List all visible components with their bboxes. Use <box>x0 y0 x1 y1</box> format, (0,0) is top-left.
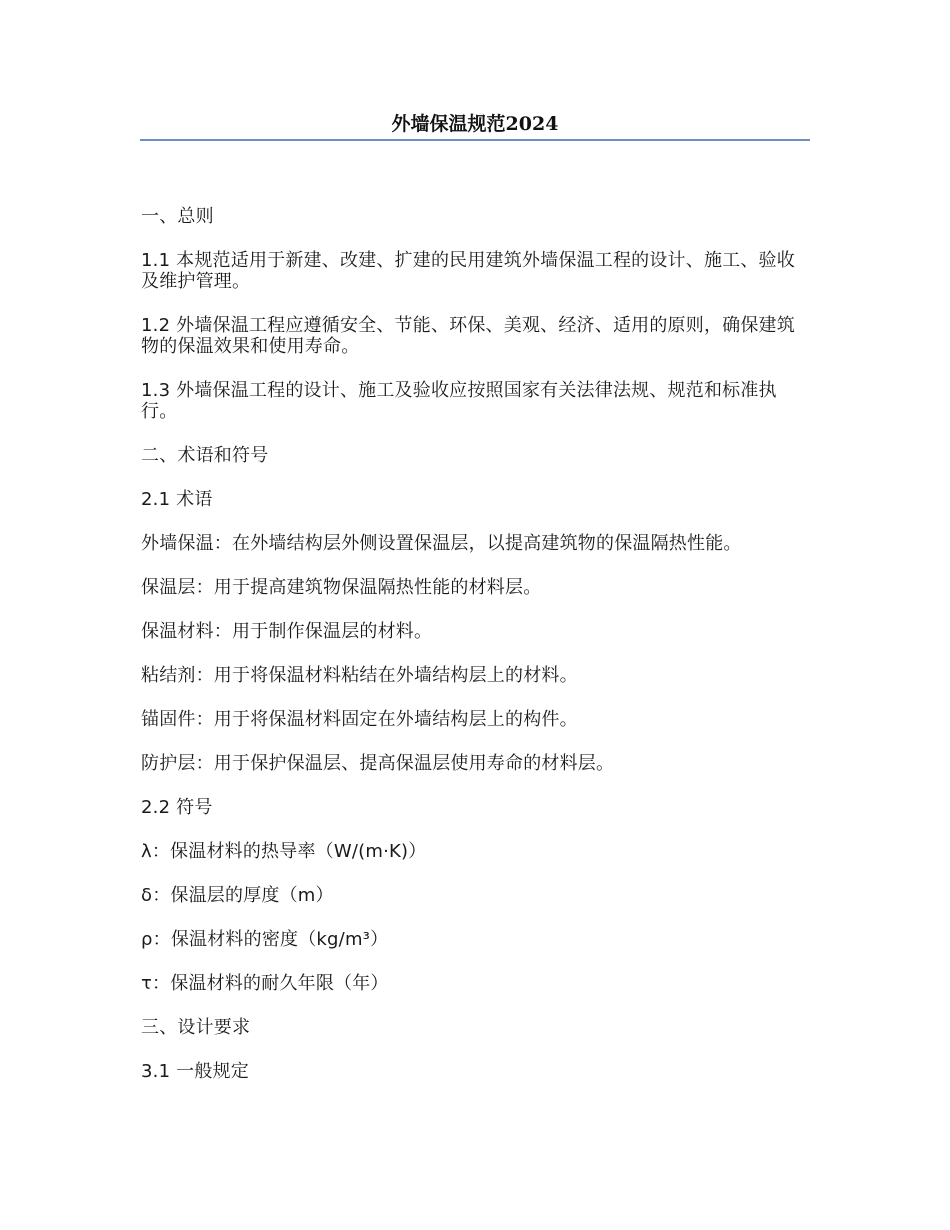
clause-1-2: 1.2 外墙保温工程应遵循安全、节能、环保、美观、经济、适用的原则，确保建筑物的保温效果和使用寿命。 <box>141 315 795 357</box>
term-external-insulation: 外墙保温：在外墙结构层外侧设置保温层，以提高建筑物的保温隔热性能。 <box>141 533 742 554</box>
term-insulation-material: 保温材料：用于制作保温层的材料。 <box>141 621 433 642</box>
subsection-3-1: 3.1 一般规定 <box>141 1061 249 1082</box>
term-adhesive: 粘结剂：用于将保温材料粘结在外墙结构层上的材料。 <box>141 665 578 686</box>
subsection-2-1: 2.1 术语 <box>141 489 213 510</box>
section-heading-terms: 二、术语和符号 <box>141 445 269 466</box>
symbol-rho: ρ：保温材料的密度（kg/m³） <box>141 929 389 950</box>
term-insulation-layer: 保温层：用于提高建筑物保温隔热性能的材料层。 <box>141 577 542 598</box>
clause-1-3: 1.3 外墙保温工程的设计、施工及验收应按照国家有关法律法规、规范和标准执行。 <box>141 380 777 422</box>
term-anchor: 锚固件：用于将保温材料固定在外墙结构层上的构件。 <box>141 709 578 730</box>
section-heading-design: 三、设计要求 <box>141 1017 251 1038</box>
symbol-lambda: λ：保温材料的热导率（W/(m·K)） <box>141 841 427 862</box>
symbol-tau: τ：保温材料的耐久年限（年） <box>141 973 389 994</box>
document-title: 外墙保温规范2024 <box>391 113 559 135</box>
clause-1-1: 1.1 本规范适用于新建、改建、扩建的民用建筑外墙保温工程的设计、施工、验收及维护管理。 <box>141 250 795 292</box>
term-protective-layer: 防护层：用于保护保温层、提高保温层使用寿命的材料层。 <box>141 753 615 774</box>
title-underline <box>140 139 810 141</box>
document-body <box>141 206 801 1105</box>
symbol-delta: δ：保温层的厚度（m） <box>141 885 334 906</box>
section-heading-general: 一、总则 <box>141 206 214 227</box>
subsection-2-2: 2.2 符号 <box>141 797 213 818</box>
